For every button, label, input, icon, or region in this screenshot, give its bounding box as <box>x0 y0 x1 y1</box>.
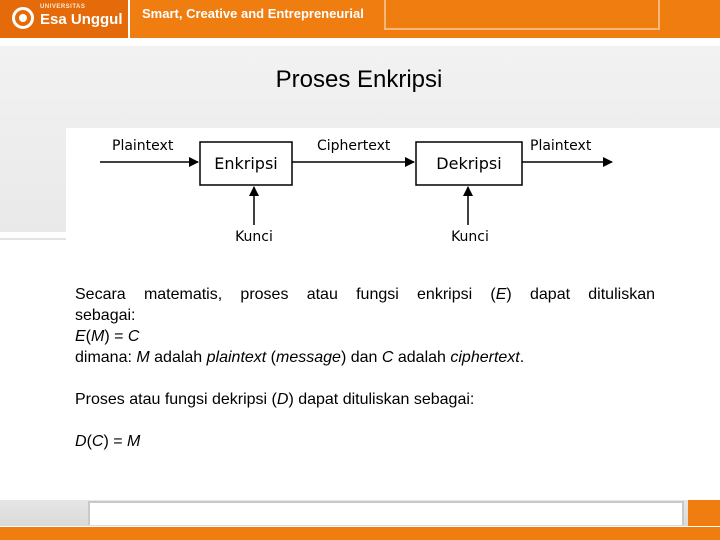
spacer <box>75 410 655 431</box>
var-e: E <box>495 286 507 303</box>
key2-label: Kunci <box>451 229 489 245</box>
logo-small-text: UNIVERSITAS <box>40 4 86 10</box>
header-decoration <box>384 0 660 30</box>
dekripsi-label: Dekripsi <box>436 154 502 173</box>
output-label: Plaintext <box>530 138 592 154</box>
formula-encryption: E(M) = C <box>75 328 140 345</box>
formula-decryption: D(C) = M <box>75 433 141 450</box>
tagline: Smart, Creative and Entrepreneurial <box>142 6 364 21</box>
slide-title <box>0 66 720 94</box>
logo-name: Esa Unggul <box>40 11 123 28</box>
body-line-4: dimana: M adalah plaintext (message) dan C adalah ciphertext. <box>75 349 525 366</box>
logo-dot-icon <box>19 14 27 22</box>
spacer <box>75 368 655 389</box>
key1-label: Kunci <box>235 229 273 245</box>
header-bar <box>0 0 720 40</box>
middle-label: Ciphertext <box>317 138 391 154</box>
enkripsi-label: Enkripsi <box>214 154 278 173</box>
slide-title-text: Proses Enkripsi <box>275 66 443 93</box>
body-line-1: Secara matematis, proses atau fungsi enkripsi (E) dapat dituliskan <box>75 286 655 303</box>
footer-bar <box>0 527 720 540</box>
encryption-diagram <box>100 130 620 248</box>
header-divider <box>0 38 720 40</box>
bottom-accent <box>688 500 720 526</box>
body-line-2: sebagai: <box>75 307 136 324</box>
body-line-5: Proses atau fungsi dekripsi (D) dapat dituliskan sebagai: <box>75 391 475 408</box>
body-text <box>75 284 655 452</box>
bottom-inner-frame <box>88 501 684 525</box>
input-label: Plaintext <box>112 138 174 154</box>
logo <box>0 0 130 38</box>
